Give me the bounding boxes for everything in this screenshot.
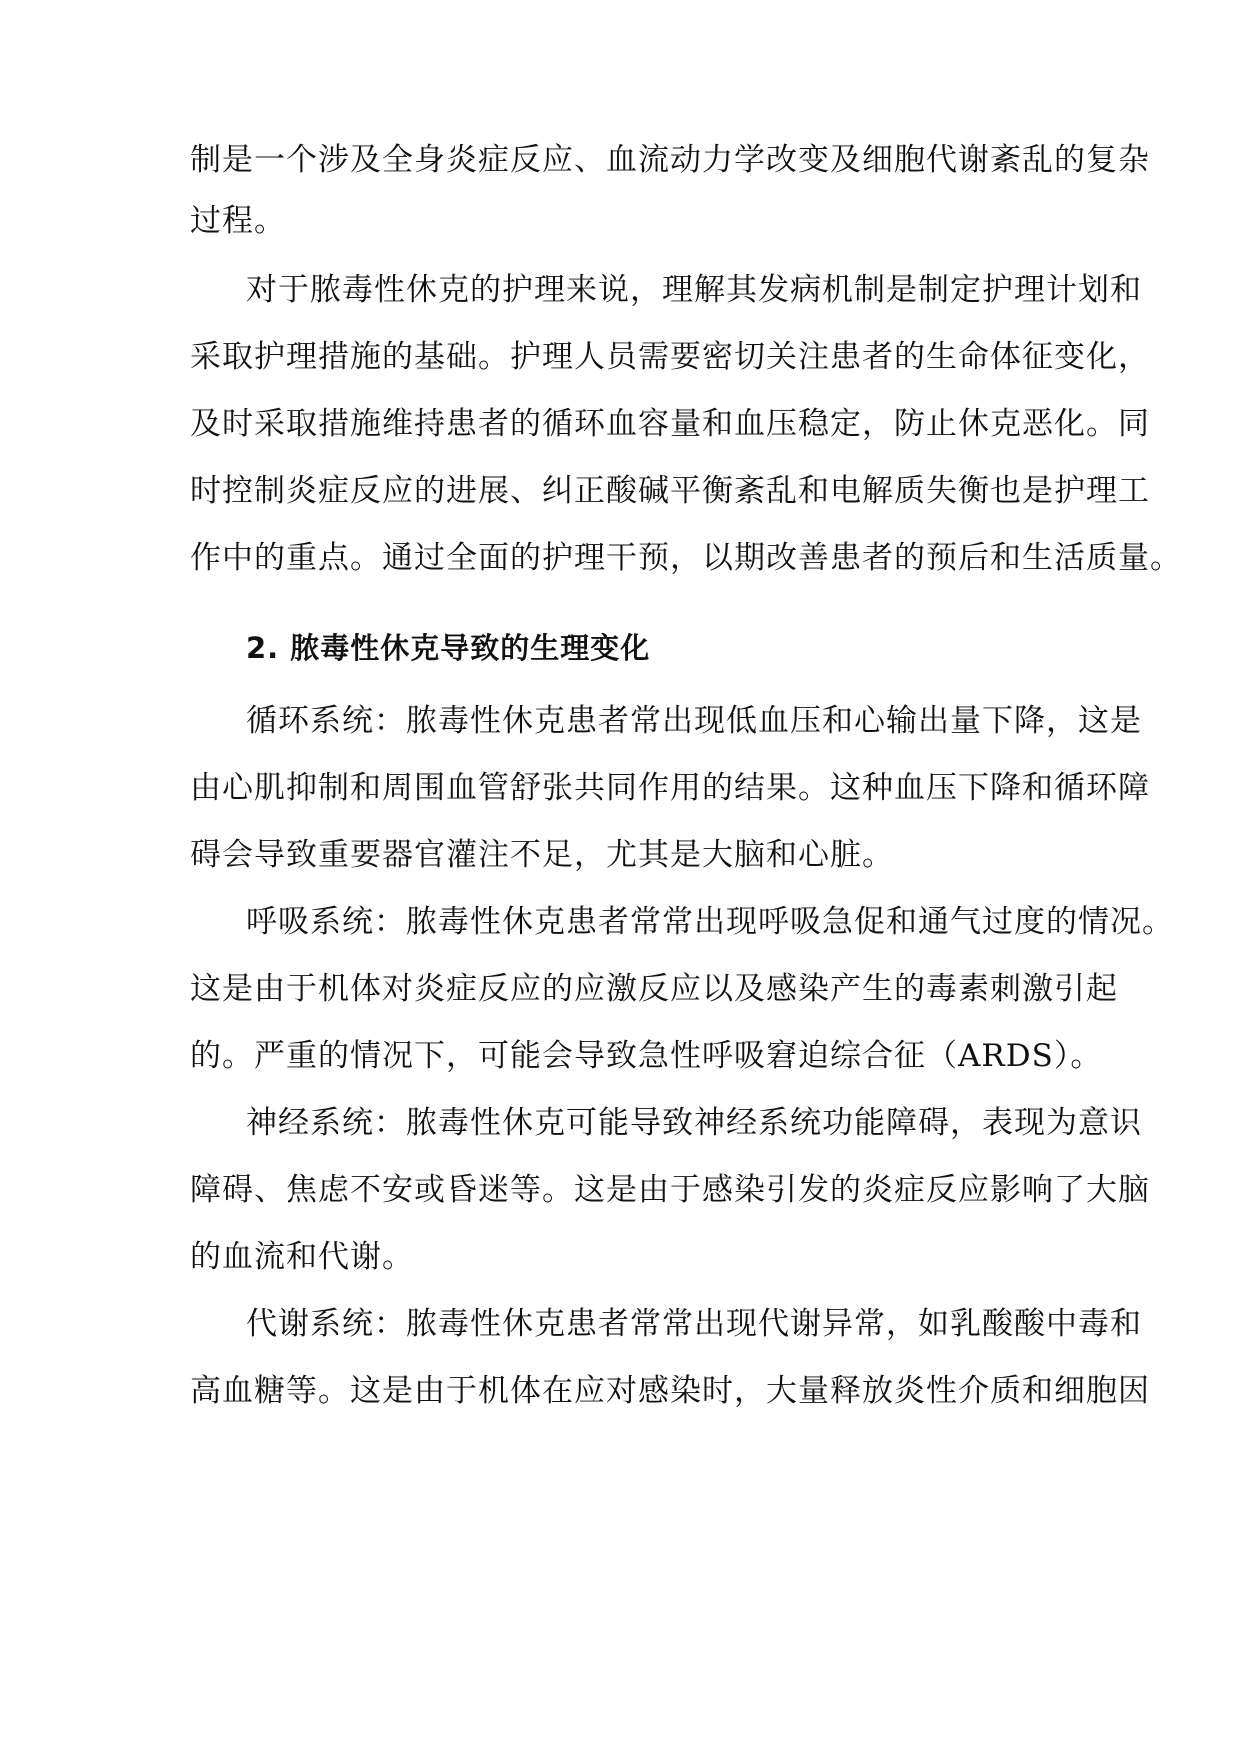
section-heading: 2. 脓毒性休克导致的生理变化 bbox=[246, 631, 651, 665]
section-paragraph-1-line-3: 碍会导致重要器官灌注不足，尤其是大脑和心脏。 bbox=[190, 837, 894, 873]
section-paragraph-4-line-2: 高血糖等。这是由于机体在应对感染时，大量释放炎性介质和细胞因 bbox=[190, 1373, 1150, 1409]
section-paragraph-3-line-1: 神经系统：脓毒性休克可能导致神经系统功能障碍，表现为意识 bbox=[246, 1105, 1142, 1141]
section-paragraph-3-line-3: 的血流和代谢。 bbox=[190, 1239, 414, 1275]
section-paragraph-2-line-3: 的。严重的情况下，可能会导致急性呼吸窘迫综合征（ARDS）。 bbox=[190, 1038, 1103, 1074]
paragraph-1-line-1: 制是一个涉及全身炎症反应、血流动力学改变及细胞代谢紊乱的复杂 bbox=[190, 142, 1150, 178]
paragraph-2-line-2: 采取护理措施的基础。护理人员需要密切关注患者的生命体征变化， bbox=[190, 339, 1150, 375]
paragraph-2-line-1: 对于脓毒性休克的护理来说，理解其发病机制是制定护理计划和 bbox=[246, 272, 1142, 308]
section-paragraph-1-line-1: 循环系统：脓毒性休克患者常出现低血压和心输出量下降，这是 bbox=[246, 703, 1142, 739]
paragraph-2-line-4: 时控制炎症反应的进展、纠正酸碱平衡紊乱和电解质失衡也是护理工 bbox=[190, 473, 1150, 509]
section-paragraph-3-line-2: 障碍、焦虑不安或昏迷等。这是由于感染引发的炎症反应影响了大脑 bbox=[190, 1172, 1150, 1208]
section-paragraph-1-line-2: 由心肌抑制和周围血管舒张共同作用的结果。这种血压下降和循环障 bbox=[190, 770, 1150, 806]
paragraph-1-line-2: 过程。 bbox=[190, 203, 286, 239]
section-paragraph-2-line-2: 这是由于机体对炎症反应的应激反应以及感染产生的毒素刺激引起 bbox=[190, 971, 1118, 1007]
section-paragraph-4-line-1: 代谢系统：脓毒性休克患者常常出现代谢异常，如乳酸酸中毒和 bbox=[246, 1306, 1142, 1342]
paragraph-2-line-3: 及时采取措施维持患者的循环血容量和血压稳定，防止休克恶化。同 bbox=[190, 406, 1150, 442]
paragraph-2-line-5: 作中的重点。通过全面的护理干预，以期改善患者的预后和生活质量。 bbox=[190, 540, 1182, 576]
section-paragraph-2-line-1: 呼吸系统：脓毒性休克患者常常出现呼吸急促和通气过度的情况。 bbox=[246, 904, 1174, 940]
